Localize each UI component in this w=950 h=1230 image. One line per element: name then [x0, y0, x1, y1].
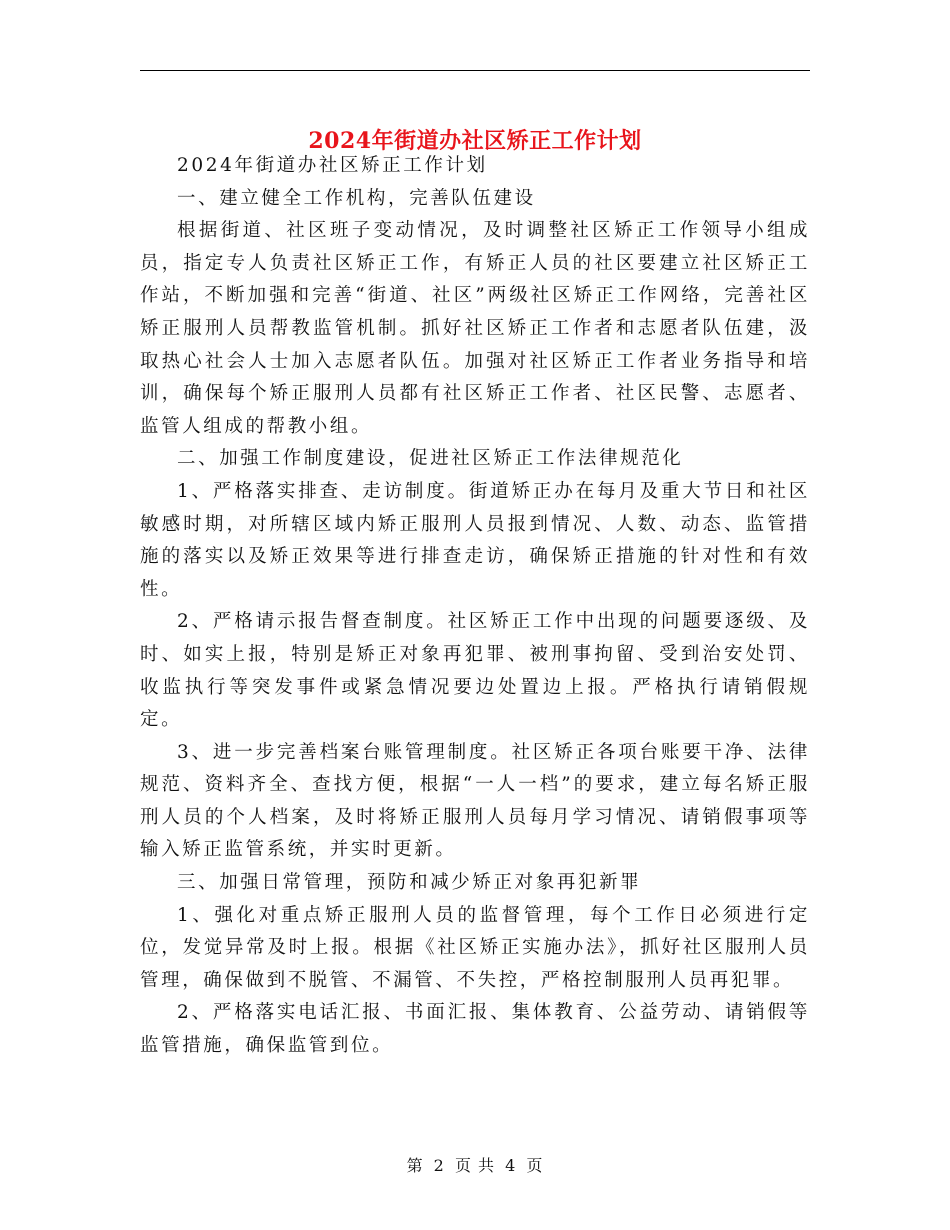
- paragraph-subtitle: 2024年街道办社区矫正工作计划: [177, 155, 488, 176]
- paragraph: 2、严格请示报告督查制度。社区矫正工作中出现的问题要逐级、及时、如实上报，特别是矫正对象再犯罪、被刑事拘留、受到治安处罚、收监执行等突发事件或紧急情况要边处置边上报。严格执行请销假规定。: [140, 611, 810, 731]
- paragraph: 2、严格落实电话汇报、书面汇报、集体教育、公益劳动、请销假等监管措施，确保监管到位。: [140, 1002, 810, 1057]
- document-title: 2024年街道办社区矫正工作计划: [308, 127, 642, 154]
- document-body: [140, 150, 810, 1063]
- paragraph: 1、强化对重点矫正服刑人员的监督管理，每个工作日必须进行定位，发觉异常及时上报。根据《社区矫正实施办法》，抓好社区服刑人员管理，确保做到不脱管、不漏管、不失控，严格控制服刑人员再犯罪。: [140, 904, 810, 991]
- footer-middle: 页 共: [454, 1156, 496, 1175]
- paragraph: 1、严格落实排查、走访制度。街道矫正办在每月及重大节日和社区敏感时期，对所辖区域内矫正服刑人员报到情况、人数、动态、监管措施的落实以及矫正效果等进行排查走访，确保矫正措施的针对性和有效性。: [140, 480, 810, 600]
- section-heading-2: 二、加强工作制度建设，促进社区矫正工作法律规范化: [177, 448, 684, 470]
- page-number: 2: [433, 1156, 445, 1175]
- paragraph: 根据街道、社区班子变动情况，及时调整社区矫正工作领导小组成员，指定专人负责社区矫正工作，有矫正人员的社区要建立社区矫正工作站，不断加强和完善“街道、社区”两级社区矫正工作网络，完善社区矫正服刑人员帮教监管机制。抓好社区矫正工作者和志愿者队伍建，汲取热心社会人士加入志愿者队伍。加强对社区矫正工作者业务指导和培训，确保每个矫正服刑人员都有社区矫正工作者、社区民警、志愿者、监管人组成的帮教小组。: [140, 220, 810, 437]
- section-heading-3: 三、加强日常管理，预防和减少矫正对象再犯新罪: [177, 872, 642, 894]
- footer-suffix: 页: [526, 1156, 544, 1175]
- section-heading-1: 一、建立健全工作机构，完善队伍建设: [177, 187, 536, 209]
- page-total: 4: [505, 1156, 517, 1175]
- header-rule: [140, 70, 810, 71]
- footer-prefix: 第: [406, 1156, 424, 1175]
- paragraph: 3、进一步完善档案台账管理制度。社区矫正各项台账要干净、法律规范、资料齐全、查找方便，根据“一人一档”的要求，建立每名矫正服刑人员的个人档案，及时将矫正服刑人员每月学习情况、请销假事项等输入矫正监管系统，并实时更新。: [140, 741, 810, 861]
- page-footer: [140, 1155, 810, 1177]
